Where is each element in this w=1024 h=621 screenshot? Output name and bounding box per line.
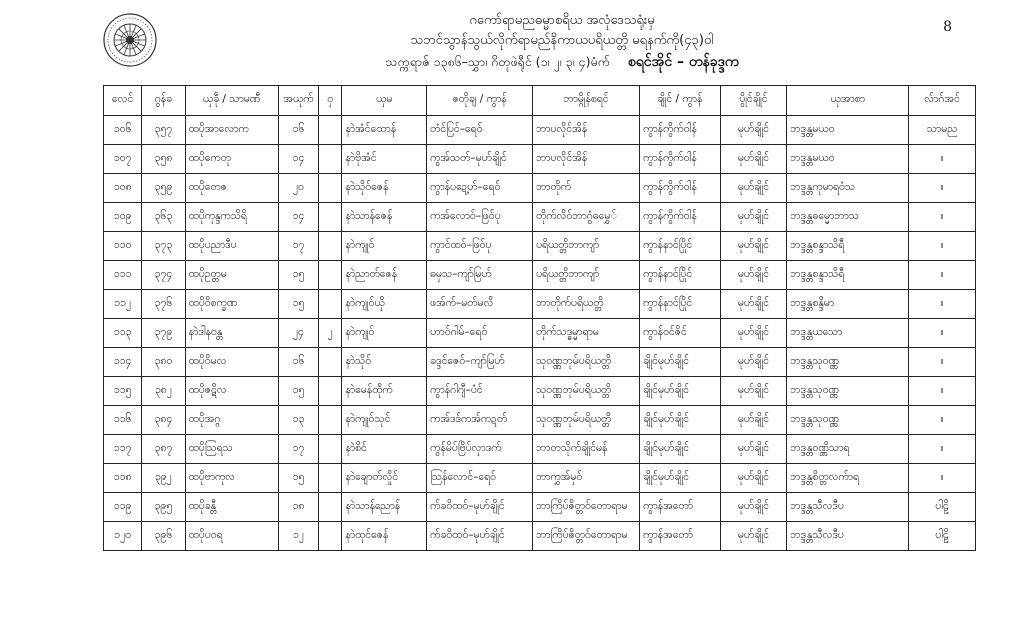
table-cell: ၁၀၈ bbox=[104, 174, 142, 203]
table-cell: ။ bbox=[909, 435, 976, 464]
table-cell bbox=[319, 377, 342, 406]
table-cell: ချိုင်မုဟ်ချိုင် bbox=[640, 406, 721, 435]
table-cell: ဘဒ္ဒန္တစိတ္တလက်ာရ bbox=[787, 464, 909, 493]
table-cell: သာမည bbox=[909, 116, 976, 145]
table-cell: နာဲညာတ်ဇေန် bbox=[342, 261, 427, 290]
table-cell: မုဟ်ချိုင် bbox=[720, 116, 787, 145]
table-cell: ။ bbox=[909, 406, 976, 435]
table-cell: မုဟ်ချိုင် bbox=[720, 464, 787, 493]
table-cell bbox=[319, 116, 342, 145]
table-cell: မုဟ်ချိုင် bbox=[720, 319, 787, 348]
table-cell: ၁၁၆ bbox=[104, 406, 142, 435]
table-cell: ၃၇၄ bbox=[142, 261, 185, 290]
table-body bbox=[104, 116, 976, 551]
column-header: ဘာမ္ဂိုန်စရင် bbox=[533, 86, 640, 116]
table-cell: ၁၄ bbox=[278, 145, 318, 174]
table-cell: က်ခဝိထဝ်–မုဟ်ချိုင် bbox=[427, 493, 533, 522]
table-cell: ၁၆ bbox=[278, 348, 318, 377]
table-cell: ၁၂၀ bbox=[104, 522, 142, 551]
table-cell: ကွာန်နာင်ပြိုင် bbox=[640, 261, 721, 290]
table-cell: မုဟ်ချိုင် bbox=[720, 522, 787, 551]
table-cell: ထပိုအဂ္ဂ bbox=[185, 406, 278, 435]
table-cell: ၃၈၂ bbox=[142, 377, 185, 406]
table-cell: ထပိုအာလောက bbox=[185, 116, 278, 145]
table-cell: နာဲဒါနဝန္တ bbox=[185, 319, 278, 348]
table-cell: ၁၁၃ bbox=[104, 319, 142, 348]
table-cell: ဘဒ္ဒန္တစန္ဒာသိရီ bbox=[787, 232, 909, 261]
table-cell: နာဲချောတ်လှိုင် bbox=[342, 464, 427, 493]
table-cell: ၁၇ bbox=[278, 435, 318, 464]
table-cell: ၃၈၇ bbox=[142, 435, 185, 464]
column-header: ချိုင် / ကွာန် bbox=[640, 86, 721, 116]
table-row bbox=[104, 290, 976, 319]
table-cell: မုဟ်ချိုင် bbox=[720, 377, 787, 406]
table-cell: ကွာန်ကွိက်ဝါန် bbox=[640, 116, 721, 145]
column-header: ပွိုင်ချိုင် bbox=[720, 86, 787, 116]
table-cell: ထပိုတေဇ bbox=[185, 174, 278, 203]
column-header: ဂွန်ခ bbox=[142, 86, 185, 116]
table-cell bbox=[319, 435, 342, 464]
table-cell bbox=[319, 522, 342, 551]
table-cell bbox=[319, 261, 342, 290]
table-cell: ဘဒ္ဒန္တမယဝ bbox=[787, 116, 909, 145]
table-cell: ၃၈၀ bbox=[142, 348, 185, 377]
table-row bbox=[104, 319, 976, 348]
table-row bbox=[104, 348, 976, 377]
table-cell: မုဟ်ချိုင် bbox=[720, 406, 787, 435]
table-cell: ကွအ်သတ်–မုဟ်ချိုင် bbox=[427, 145, 533, 174]
table-cell: ဘဒ္ဒန္တယသော bbox=[787, 319, 909, 348]
table-cell bbox=[319, 145, 342, 174]
table-cell: ထပိုဩရသ bbox=[185, 435, 278, 464]
table-cell: ၂၄ bbox=[278, 319, 318, 348]
table-cell: တိုက်လိဝ်ဘာဂွံဓမွှေ် bbox=[533, 203, 640, 232]
table-cell: ချိုင်မုဟ်ချိုင် bbox=[640, 464, 721, 493]
table-cell: မုဟ်ချိုင် bbox=[720, 290, 787, 319]
table-cell: ဟာဝ်ဂါမ်–ရေဝ် bbox=[427, 319, 533, 348]
table-row bbox=[104, 406, 976, 435]
table-row bbox=[104, 174, 976, 203]
table-cell: နာဲဗိုအံင် bbox=[342, 145, 427, 174]
table-cell bbox=[319, 290, 342, 319]
table-cell: ဘာတိုက် bbox=[533, 174, 640, 203]
table-cell: ၃၉၅ bbox=[142, 493, 185, 522]
table-cell: နာဲမေန်ထိုက် bbox=[342, 377, 427, 406]
table-cell: မုဟ်ချိုင် bbox=[720, 261, 787, 290]
table-cell: ၁၄ bbox=[278, 203, 318, 232]
column-header: လေင် bbox=[104, 86, 142, 116]
header-date-text: သက္ကရာဇ် ၁၃၈၆–သွှာ၊ ဂိတုဖဲရီုင် (၁၊ ၂၊ ၃၊ ၄)မံက် bbox=[385, 54, 610, 69]
table-cell: ဘဒ္ဒန္တစန္ဒိမာ bbox=[787, 290, 909, 319]
table-row bbox=[104, 116, 976, 145]
table-cell: ၃၆၃ bbox=[142, 203, 185, 232]
table-cell: နာဲသာန်ညောန် bbox=[342, 493, 427, 522]
table-cell: ၃၅၇ bbox=[142, 116, 185, 145]
column-header: ယှအာစာ bbox=[787, 86, 909, 116]
table-cell: တိုက်သဒ္ဓမ္မာရာမ bbox=[533, 319, 640, 348]
page-number: 8 bbox=[943, 19, 952, 35]
table-cell: နာဲအံင်ထောန် bbox=[342, 116, 427, 145]
table-cell: ဘာပလိုင်အိန် bbox=[533, 116, 640, 145]
table-cell: နာဲသိုဝ်ဇေန် bbox=[342, 174, 427, 203]
table-row bbox=[104, 435, 976, 464]
table-cell: သုဝဏ္ဏဘုမ်ပရိယတ္တိ bbox=[533, 406, 640, 435]
table-cell: ထပိုကုန္ဒကသိရိ bbox=[185, 203, 278, 232]
table-cell: ၁၁၅ bbox=[104, 377, 142, 406]
table-cell: နာဲကျုဝ် bbox=[342, 319, 427, 348]
table-cell: ထပိုဇဋိလ bbox=[185, 377, 278, 406]
header-line-2: သဘင်သွာန်သွယ်လိုက်ရာမည်နိကာယပရိယတ္တိ မရနက်ကို(၄၃)ဝါ bbox=[410, 33, 714, 48]
table-cell: ကွာန်နာင်ပြိုင် bbox=[640, 232, 721, 261]
table-cell: ဘဒ္ဒန္တကုမာရဝံသ bbox=[787, 174, 909, 203]
table-cell: ၁၅ bbox=[278, 290, 318, 319]
column-header: ဝှ bbox=[319, 86, 342, 116]
table-cell: ဘဒ္ဒန္တဝဏ္ဏိသာရ bbox=[787, 435, 909, 464]
table-header-row bbox=[104, 86, 976, 116]
table-row bbox=[104, 493, 976, 522]
table-cell bbox=[319, 174, 342, 203]
table-cell: ဘဒ္ဒန္တစန္ဒာသိရီ bbox=[787, 261, 909, 290]
table-cell: ကွာန်အတော် bbox=[640, 522, 721, 551]
table-cell: နာဲသိုဝ် bbox=[342, 348, 427, 377]
table-cell: ကွန်မိပ်ဗြိပ်လှာဒက် bbox=[427, 435, 533, 464]
table-cell: နာဲထုင်ဇေန် bbox=[342, 522, 427, 551]
table-cell: ဘဒ္ဒန္တသီလဒီပ bbox=[787, 493, 909, 522]
table-cell: ဘဒ္ဒန္တသုဝဏ္ဏ bbox=[787, 377, 909, 406]
table-cell: ၁၅ bbox=[278, 464, 318, 493]
table-cell: ထပိုပဝရ bbox=[185, 522, 278, 551]
table-cell: ဘာပလိုင်အိန် bbox=[533, 145, 640, 174]
table-cell: ထပိုဥတ္တမ bbox=[185, 261, 278, 290]
table-cell: ကွာန်နာင်ပြိုင် bbox=[640, 290, 721, 319]
table-cell: ။ bbox=[909, 319, 976, 348]
table-cell: ဖအ်က်–မတ်မလိ bbox=[427, 290, 533, 319]
table-cell: ထပိုခန္တီ bbox=[185, 493, 278, 522]
table-cell: ၁၁၂ bbox=[104, 290, 142, 319]
table-cell bbox=[319, 232, 342, 261]
table-cell: နာဲကျုဝ်ယှိ bbox=[342, 290, 427, 319]
table-cell: ကွာန်ပဍေ့ဟ်–ရေဝ် bbox=[427, 174, 533, 203]
table-cell: ပရိယတ္တိဘာကျာ် bbox=[533, 261, 640, 290]
table-cell: ။ bbox=[909, 377, 976, 406]
table-cell: ၃၈၄ bbox=[142, 406, 185, 435]
column-header: ယှခဵု / သာမဏီ bbox=[185, 86, 278, 116]
table-cell: ၁၆ bbox=[278, 116, 318, 145]
table-cell: ၁၂ bbox=[278, 522, 318, 551]
table-cell: ၁၁၇ bbox=[104, 435, 142, 464]
table-cell: ကွာင်ထဝ်–ဖြဝ်ပု bbox=[427, 232, 533, 261]
table-cell: ၃၇၆ bbox=[142, 290, 185, 319]
table-cell: ကွာန်ကွိက်ဝါန် bbox=[640, 203, 721, 232]
table-cell: မုဟ်ချိုင် bbox=[720, 174, 787, 203]
table-cell: ၃၅၈ bbox=[142, 145, 185, 174]
table-cell: ၂ bbox=[319, 319, 342, 348]
table-cell: ထပိုဗာကုလ bbox=[185, 464, 278, 493]
table-cell: ဘဒ္ဒန္တသီလဒီပ bbox=[787, 522, 909, 551]
column-header: ယှမ bbox=[342, 86, 427, 116]
registry-table bbox=[103, 85, 976, 551]
table-cell: ။ bbox=[909, 464, 976, 493]
table-cell: သုဝဏ္ဏဘုမ်ပရိယတ္တိ bbox=[533, 348, 640, 377]
table-cell: ၁၅ bbox=[278, 377, 318, 406]
table-cell: ဘာတသိုက်ချိုင်မန် bbox=[533, 435, 640, 464]
table-cell: ထပိုကေတု bbox=[185, 145, 278, 174]
table-cell: မုဟ်ချိုင် bbox=[720, 435, 787, 464]
table-cell: မုဟ်ချိုင် bbox=[720, 232, 787, 261]
table-row bbox=[104, 464, 976, 493]
table-cell: ၁၁၄ bbox=[104, 348, 142, 377]
table-cell: ချိုင်မုဟ်ချိုင် bbox=[640, 435, 721, 464]
table-cell: ဘဒ္ဒန္တသုဝဏ္ဏ bbox=[787, 348, 909, 377]
table-cell: နာဲကျုဝ်သုင် bbox=[342, 406, 427, 435]
table-cell: နာဲကျုဝ် bbox=[342, 232, 427, 261]
table-cell: ကအ်လောဝ်–ဖြဝ်ပု bbox=[427, 203, 533, 232]
table-cell: ၁၈ bbox=[278, 493, 318, 522]
table-cell: ထပိုပညာဒီပ bbox=[185, 232, 278, 261]
table-cell: ၁၀၉ bbox=[104, 203, 142, 232]
header-line-3 bbox=[160, 54, 964, 70]
table-cell: ၃၅၉ bbox=[142, 174, 185, 203]
table-cell: ၁၁၉ bbox=[104, 493, 142, 522]
table-cell: ။ bbox=[909, 145, 976, 174]
table-row bbox=[104, 522, 976, 551]
table-cell: ၃၉၂ bbox=[142, 464, 185, 493]
table-cell: ပရိယတ္တိဘာကျာ် bbox=[533, 232, 640, 261]
table-row bbox=[104, 203, 976, 232]
table-cell: ဘဒ္ဒန္တဓမ္မောဘာသ bbox=[787, 203, 909, 232]
table-cell: ပါဠိ bbox=[909, 522, 976, 551]
table-cell: ။ bbox=[909, 203, 976, 232]
table-cell: ဘဒ္ဒန္တသုဝဏ္ဏ bbox=[787, 406, 909, 435]
table-cell: ဘာတိုက်ပရိယတ္တိ bbox=[533, 290, 640, 319]
table-cell: ။ bbox=[909, 174, 976, 203]
table-row bbox=[104, 261, 976, 290]
table-cell: က်ခဝိထဝ်–မုဟ်ချိုင် bbox=[427, 522, 533, 551]
column-header: ဇတိုချ / ကွာန် bbox=[427, 86, 533, 116]
table-row bbox=[104, 232, 976, 261]
table-cell: ဓမှသ–ကျာ်မြဟ် bbox=[427, 261, 533, 290]
table-cell: ဘာကြိပ်ဇိတ္တဝ်တောရာမ bbox=[533, 493, 640, 522]
table-cell: မုဟ်ချိုင် bbox=[720, 348, 787, 377]
header-line-1: ဂကော်ရာမညဓမ္မာစရိယ အလုံဒေသရုံးမှ bbox=[469, 13, 655, 28]
table-cell: နာဲစိင် bbox=[342, 435, 427, 464]
table-cell: ၁၇ bbox=[278, 232, 318, 261]
table-cell: ။ bbox=[909, 232, 976, 261]
table-cell: ၁၁၀ bbox=[104, 232, 142, 261]
table-cell: ကအ်ဒဒ်ကအ်ကဍတ် bbox=[427, 406, 533, 435]
table-cell: ကွာန်ကွိက်ဝါန် bbox=[640, 145, 721, 174]
table-cell: ၁၀၆ bbox=[104, 116, 142, 145]
dharma-wheel-seal-icon bbox=[103, 13, 157, 67]
table-cell: ဘာကွှအ်မှဝ် bbox=[533, 464, 640, 493]
table-cell: မုဟ်ချိုင် bbox=[720, 203, 787, 232]
table-cell: ချိုင်မုဟ်ချိုင် bbox=[640, 348, 721, 377]
table-cell bbox=[319, 464, 342, 493]
table-cell: ကွာန်ဝင်ဇိင် bbox=[640, 319, 721, 348]
table-cell bbox=[319, 406, 342, 435]
table-cell: ချိုင်မုဟ်ချိုင် bbox=[640, 377, 721, 406]
table-cell: ၁၀၇ bbox=[104, 145, 142, 174]
table-cell bbox=[319, 203, 342, 232]
table-cell: သုဝဏ္ဏဘုမ်ပရိယတ္တိ bbox=[533, 377, 640, 406]
table-cell: ၃၇၉ bbox=[142, 319, 185, 348]
header-title-bold: စရင်အိုင် – တန်ခုဒ္ဒက bbox=[627, 54, 739, 70]
table-cell: ။ bbox=[909, 290, 976, 319]
table-cell: ခဒ္ဒင်ဇေဝ်–ကျာ်မြဟ် bbox=[427, 348, 533, 377]
table-cell: ဩန်လောင်–ရေဝ် bbox=[427, 464, 533, 493]
table-cell: ထပိုဝိမလ bbox=[185, 348, 278, 377]
table-cell: ၂၀ bbox=[278, 174, 318, 203]
table-cell: ဘာကြိပ်ဇိတ္တဝ်တောရာမ bbox=[533, 522, 640, 551]
table-cell: တံင်ပြင်–ရေဝ် bbox=[427, 116, 533, 145]
table-cell: ပါဠိ bbox=[909, 493, 976, 522]
column-header: အယုက် bbox=[278, 86, 318, 116]
column-header: လ်ာဂ်အင် bbox=[909, 86, 976, 116]
table-cell: ကွာန်ကွိက်ဝါန် bbox=[640, 174, 721, 203]
table-cell: ။ bbox=[909, 348, 976, 377]
table-cell: ကွာန်ဂါဂျီ–ပံင် bbox=[427, 377, 533, 406]
table-cell: ၁၃ bbox=[278, 406, 318, 435]
table-row bbox=[104, 377, 976, 406]
table-cell: ထပိုဝိစက္ခဏ bbox=[185, 290, 278, 319]
table-cell: ဘဒ္ဒန္တမယဝ bbox=[787, 145, 909, 174]
table-row bbox=[104, 145, 976, 174]
table-cell: မုဟ်ချိုင် bbox=[720, 493, 787, 522]
table-cell: ၃၉၆ bbox=[142, 522, 185, 551]
table-cell: ၁၁၈ bbox=[104, 464, 142, 493]
table-cell bbox=[319, 348, 342, 377]
table-cell: ။ bbox=[909, 261, 976, 290]
table-cell: ၁၁၁ bbox=[104, 261, 142, 290]
table-cell: မုဟ်ချိုင် bbox=[720, 145, 787, 174]
table-cell: ကွာန်အတော် bbox=[640, 493, 721, 522]
table-cell bbox=[319, 493, 342, 522]
table-cell: ၃၇၃ bbox=[142, 232, 185, 261]
table-cell: နာဲသာန်ဇေန် bbox=[342, 203, 427, 232]
table-cell: ၁၅ bbox=[278, 261, 318, 290]
